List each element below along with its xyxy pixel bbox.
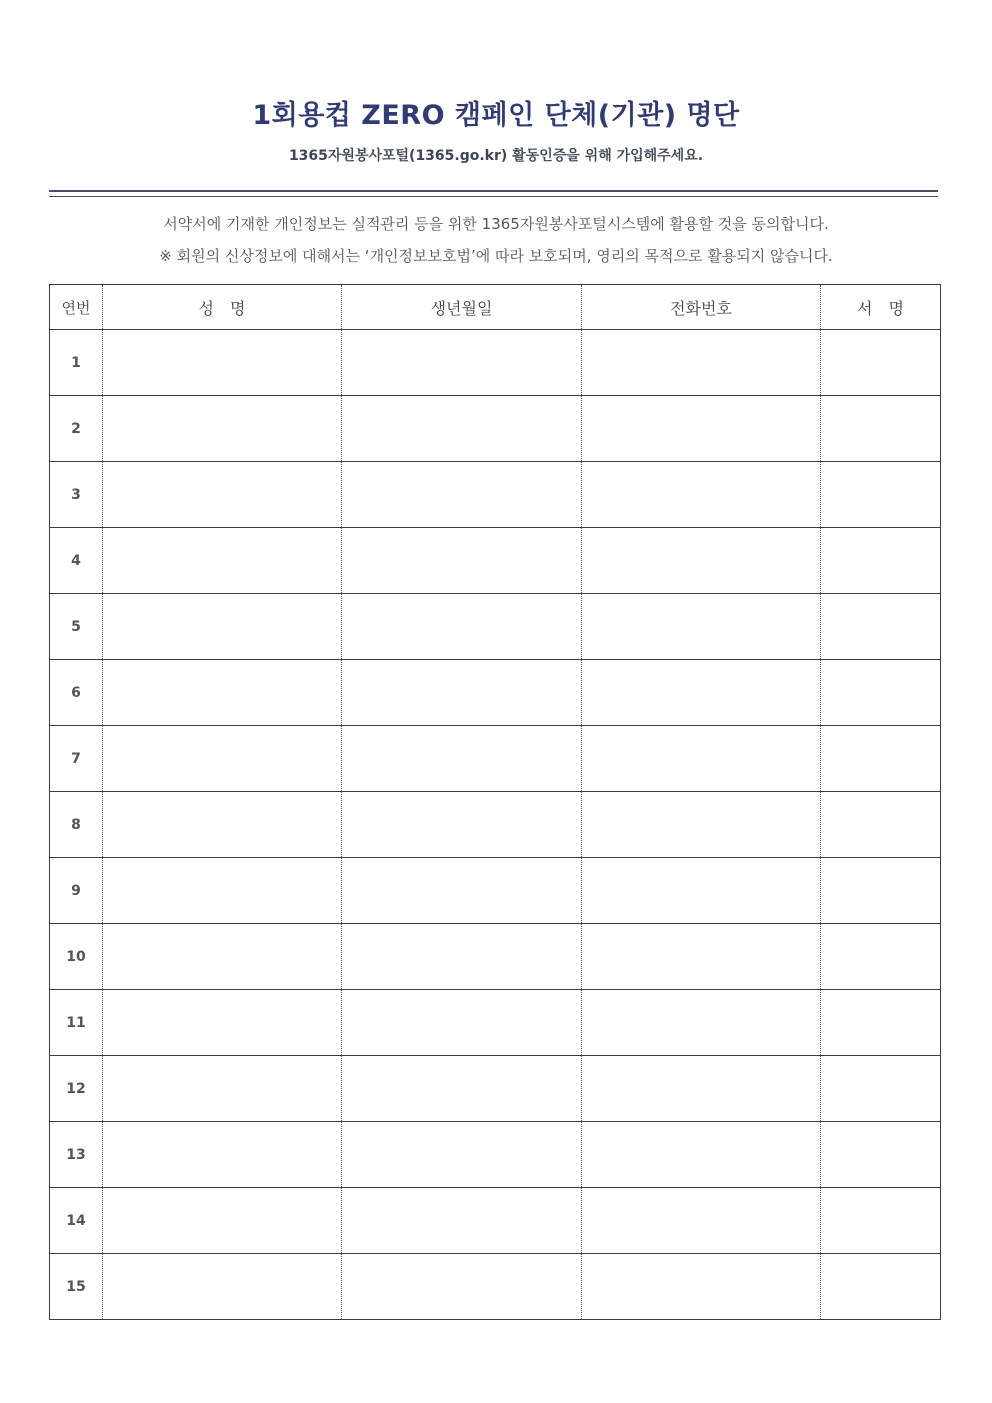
name-cell[interactable] [103, 396, 342, 462]
signature-cell[interactable] [821, 528, 941, 594]
header-signature: 서 명 [821, 285, 941, 330]
signature-cell[interactable] [821, 924, 941, 990]
name-cell[interactable] [103, 528, 342, 594]
birth-date-cell[interactable] [342, 990, 582, 1056]
birth-date-cell[interactable] [342, 1056, 582, 1122]
table-row [50, 1056, 941, 1122]
table-row [50, 792, 941, 858]
birth-date-cell[interactable] [342, 1254, 582, 1320]
signature-cell[interactable] [821, 396, 941, 462]
row-number: 13 [50, 1122, 103, 1188]
row-number: 6 [50, 660, 103, 726]
signature-cell[interactable] [821, 990, 941, 1056]
roster-body [50, 330, 941, 1320]
name-cell[interactable] [103, 1254, 342, 1320]
name-cell[interactable] [103, 858, 342, 924]
header-phone-number: 전화번호 [582, 285, 821, 330]
name-cell[interactable] [103, 792, 342, 858]
signature-cell[interactable] [821, 1254, 941, 1320]
phone-number-cell[interactable] [582, 924, 821, 990]
phone-number-cell[interactable] [582, 330, 821, 396]
signature-cell[interactable] [821, 594, 941, 660]
row-number: 5 [50, 594, 103, 660]
name-cell[interactable] [103, 924, 342, 990]
name-cell[interactable] [103, 1122, 342, 1188]
table-row [50, 726, 941, 792]
phone-number-cell[interactable] [582, 396, 821, 462]
signature-cell[interactable] [821, 1188, 941, 1254]
table-row [50, 990, 941, 1056]
phone-number-cell[interactable] [582, 1188, 821, 1254]
name-cell[interactable] [103, 726, 342, 792]
table-row [50, 396, 941, 462]
phone-number-cell[interactable] [582, 1056, 821, 1122]
phone-number-cell[interactable] [582, 858, 821, 924]
phone-number-cell[interactable] [582, 594, 821, 660]
row-number: 4 [50, 528, 103, 594]
signature-cell[interactable] [821, 462, 941, 528]
signature-cell[interactable] [821, 660, 941, 726]
name-cell[interactable] [103, 330, 342, 396]
birth-date-cell[interactable] [342, 924, 582, 990]
row-number: 9 [50, 858, 103, 924]
birth-date-cell[interactable] [342, 792, 582, 858]
table-row [50, 528, 941, 594]
row-number: 11 [50, 990, 103, 1056]
header-divider-thick [49, 190, 938, 192]
birth-date-cell[interactable] [342, 660, 582, 726]
table-row [50, 330, 941, 396]
signature-cell[interactable] [821, 792, 941, 858]
phone-number-cell[interactable] [582, 1254, 821, 1320]
name-cell[interactable] [103, 660, 342, 726]
table-row [50, 660, 941, 726]
row-number: 10 [50, 924, 103, 990]
row-number: 14 [50, 1188, 103, 1254]
birth-date-cell[interactable] [342, 726, 582, 792]
birth-date-cell[interactable] [342, 462, 582, 528]
page-title: 1회용컵 ZERO 캠페인 단체(기관) 명단 [252, 100, 740, 131]
phone-number-cell[interactable] [582, 462, 821, 528]
row-number: 7 [50, 726, 103, 792]
birth-date-cell[interactable] [342, 330, 582, 396]
phone-number-cell[interactable] [582, 660, 821, 726]
phone-number-cell[interactable] [582, 726, 821, 792]
signature-cell[interactable] [821, 1056, 941, 1122]
table-row [50, 1122, 941, 1188]
page-subtitle: 1365자원봉사포털(1365.go.kr) 활동인증을 위해 가입해주세요. [288, 148, 704, 164]
row-number: 8 [50, 792, 103, 858]
row-number: 12 [50, 1056, 103, 1122]
signature-cell[interactable] [821, 726, 941, 792]
phone-number-cell[interactable] [582, 990, 821, 1056]
signature-cell[interactable] [821, 858, 941, 924]
header-serial-number: 연번 [50, 285, 103, 330]
row-number: 3 [50, 462, 103, 528]
name-cell[interactable] [103, 1188, 342, 1254]
table-row [50, 594, 941, 660]
table-header-row [50, 285, 941, 330]
table-row [50, 1254, 941, 1320]
name-cell[interactable] [103, 462, 342, 528]
table-row [50, 924, 941, 990]
birth-date-cell[interactable] [342, 1188, 582, 1254]
birth-date-cell[interactable] [342, 858, 582, 924]
phone-number-cell[interactable] [582, 792, 821, 858]
table-row [50, 1188, 941, 1254]
phone-number-cell[interactable] [582, 528, 821, 594]
row-number: 2 [50, 396, 103, 462]
header-name: 성 명 [103, 285, 342, 330]
phone-number-cell[interactable] [582, 1122, 821, 1188]
consent-notice: 서약서에 기재한 개인정보는 실적관리 등을 위한 1365자원봉사포털시스템에 활용할 것을 동의합니다. [163, 215, 829, 233]
signature-cell[interactable] [821, 330, 941, 396]
table-row [50, 462, 941, 528]
birth-date-cell[interactable] [342, 1122, 582, 1188]
header-birth-date: 생년월일 [342, 285, 582, 330]
name-cell[interactable] [103, 594, 342, 660]
birth-date-cell[interactable] [342, 594, 582, 660]
signature-cell[interactable] [821, 1122, 941, 1188]
roster-table [49, 284, 941, 1320]
header-divider-thin [49, 196, 938, 197]
name-cell[interactable] [103, 1056, 342, 1122]
row-number: 15 [50, 1254, 103, 1320]
privacy-notice: ※ 회원의 신상정보에 대해서는 ‘개인정보보호법’에 따라 보호되며, 영리의 목적으로 활용되지 않습니다. [159, 247, 833, 265]
row-number: 1 [50, 330, 103, 396]
name-cell[interactable] [103, 990, 342, 1056]
table-row [50, 858, 941, 924]
birth-date-cell[interactable] [342, 528, 582, 594]
birth-date-cell[interactable] [342, 396, 582, 462]
